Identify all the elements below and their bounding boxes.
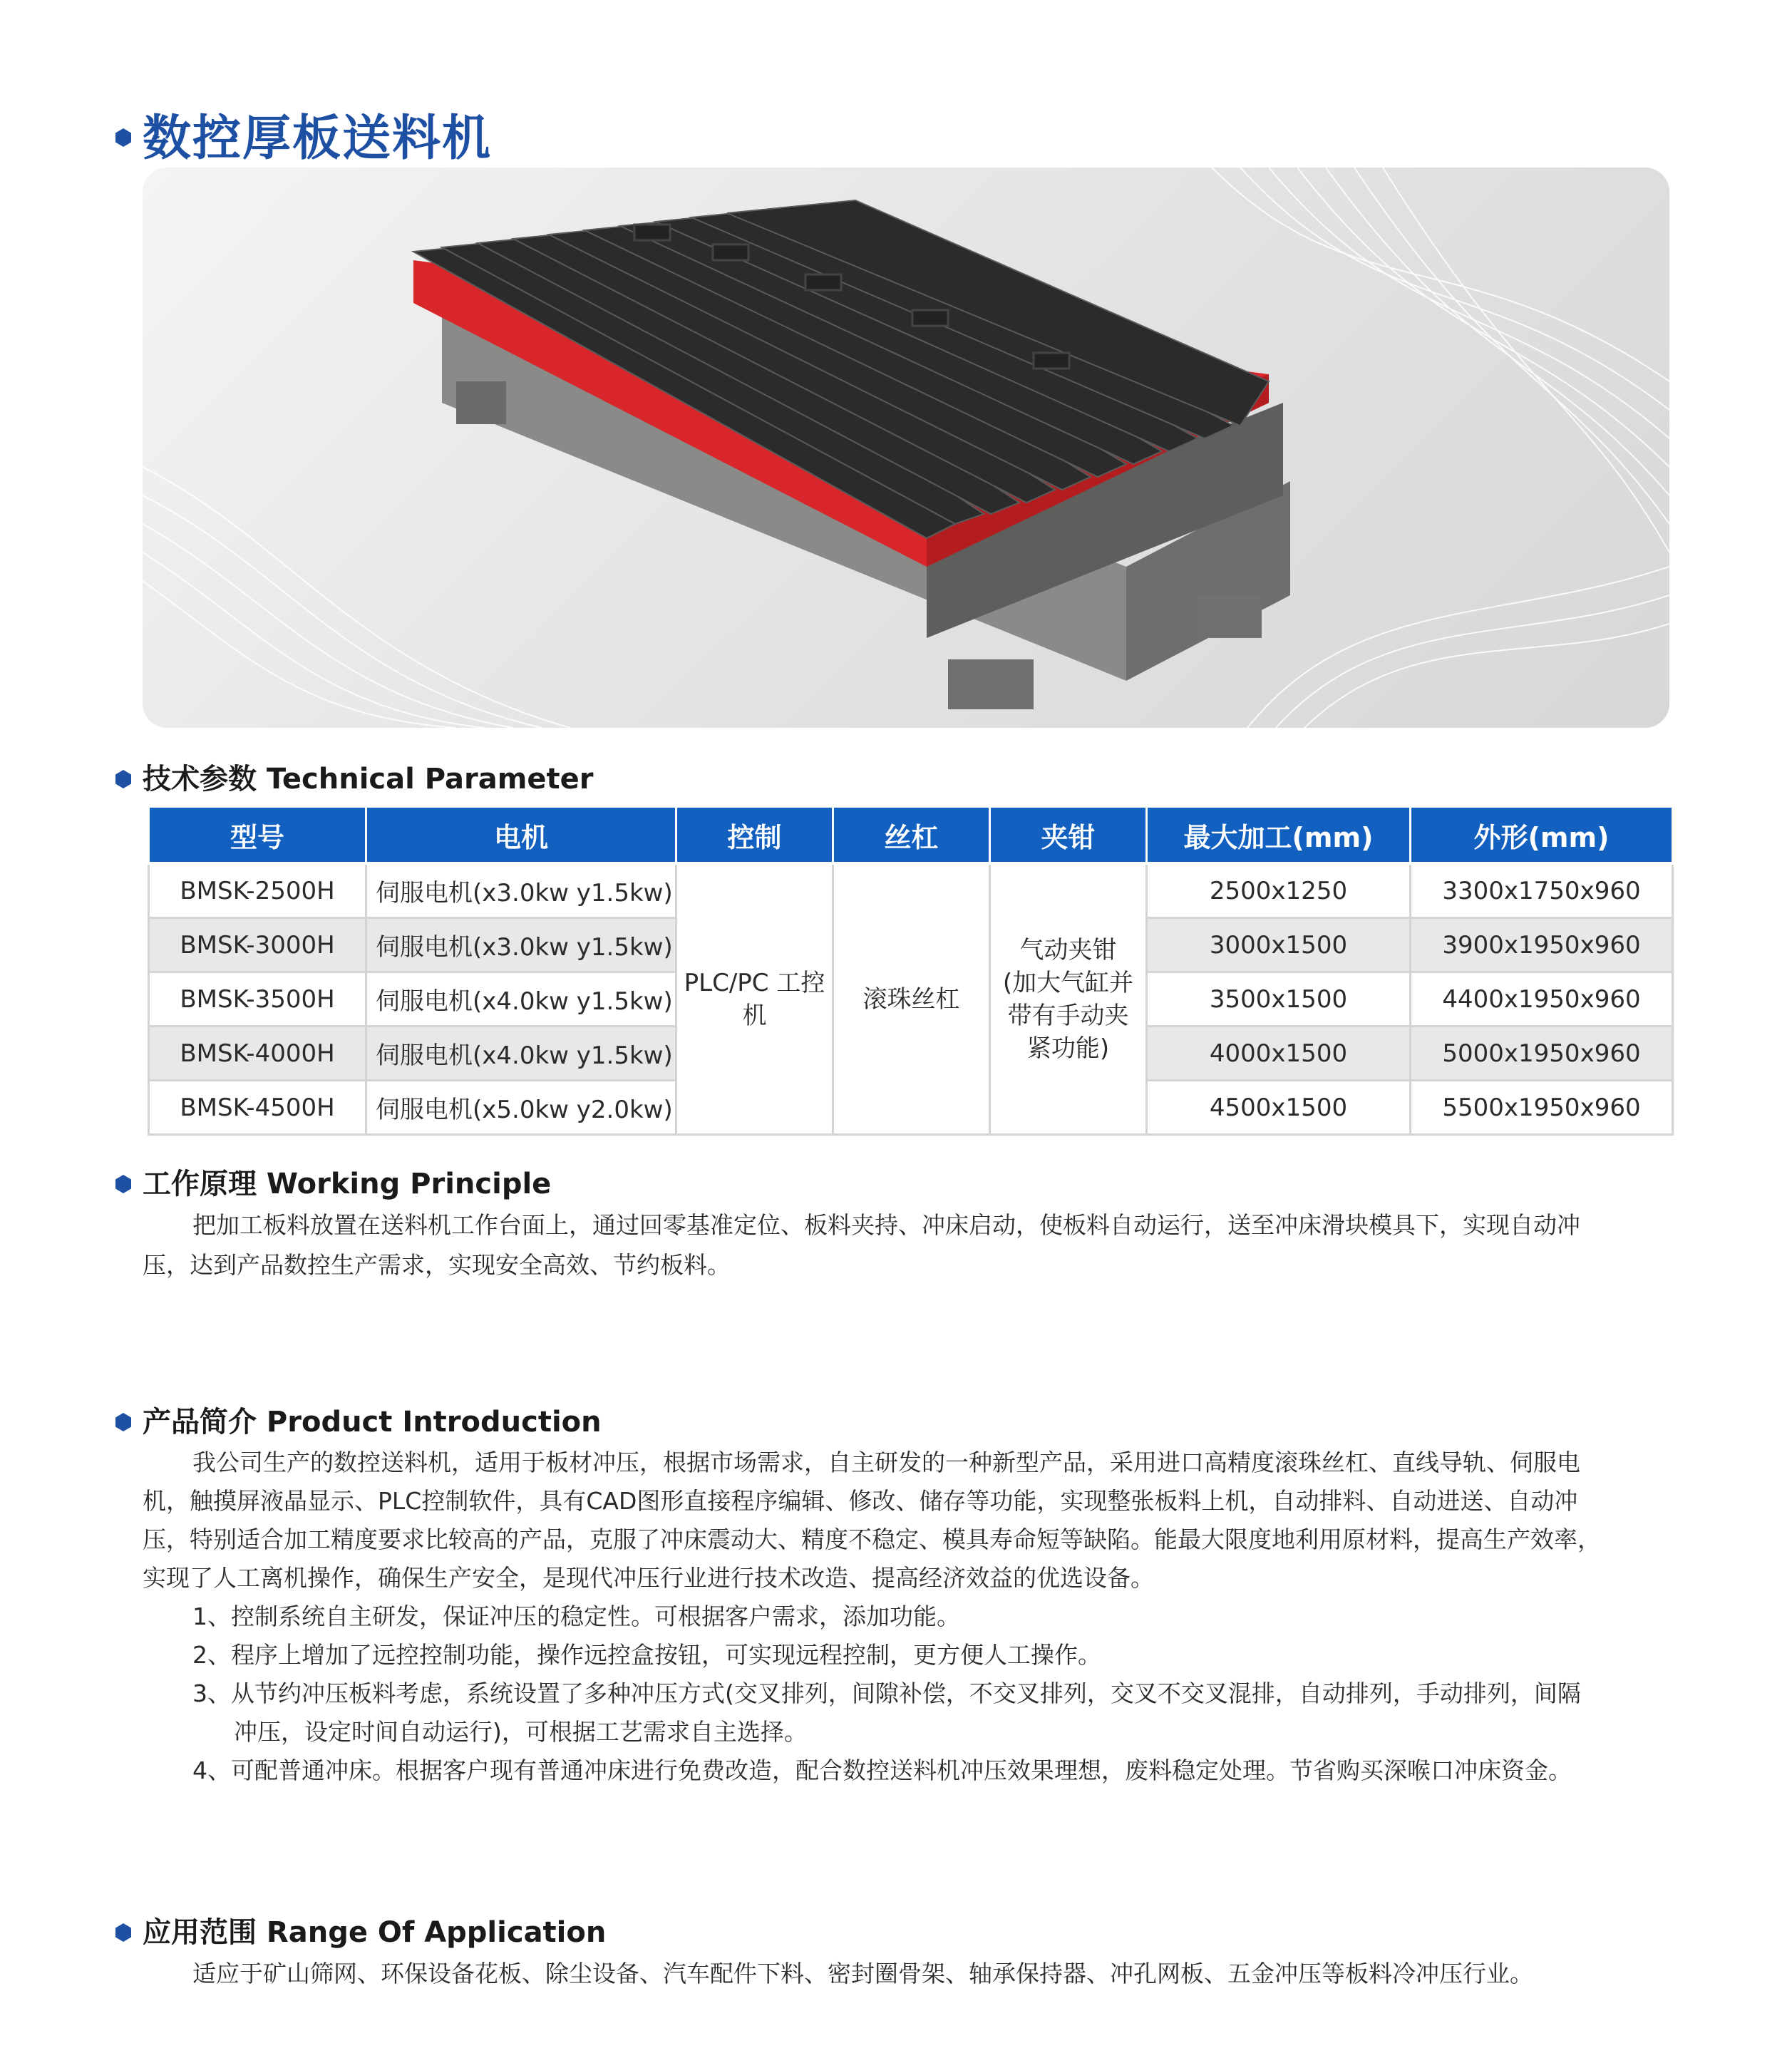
- working-line-1: 把加工板料放置在送料机工作台面上，通过回零基准定位、板料夹持、冲床启动，使板料自动运行，送至冲床滑块模具下，实现自动冲: [192, 1211, 1580, 1239]
- section-bullet-icon: [115, 1413, 131, 1431]
- motor-cell: 伺服电机(x3.0kw y1.5kw): [366, 863, 676, 918]
- outline-size-cell: 5000x1950x960: [1411, 1027, 1673, 1081]
- model-cell: BMSK-4500H: [149, 1081, 366, 1135]
- model-cell: BMSK-3000H: [149, 918, 366, 972]
- table-header: 最大加工(mm): [1147, 807, 1411, 864]
- control-cell: PLC/PC 工控机: [676, 863, 833, 1135]
- section-title-application: 应用范围 Range Of Application: [143, 1916, 607, 1949]
- intro-line-1: 我公司生产的数控送料机，适用于板材冲压，根据市场需求，自主研发的一种新型产品，采用进口高精度滚珠丝杠、直线导轨、伺服电: [192, 1449, 1580, 1476]
- table-header: 型号: [149, 807, 366, 864]
- model-cell: BMSK-3500H: [149, 972, 366, 1027]
- intro-item-2: 2、程序上增加了远控控制功能，操作远控盒按钮，可实现远程控制，更方便人工操作。: [192, 1641, 1101, 1669]
- intro-line-2: 机，触摸屏液晶显示、PLC控制软件，具有CAD图形直接程序编辑、修改、储存等功能，实现整张板料上机，自动排料、自动进送、自动冲: [143, 1487, 1578, 1515]
- motor-cell: 伺服电机(x4.0kw y1.5kw): [366, 1027, 676, 1081]
- section-title-tech: 技术参数 Technical Parameter: [143, 763, 594, 796]
- table-header: 控制: [676, 807, 833, 864]
- outline-size-cell: 3900x1950x960: [1411, 918, 1673, 972]
- table-header: 丝杠: [833, 807, 990, 864]
- section-title-intro: 产品简介 Product Introduction: [143, 1406, 602, 1439]
- table-header: 外形(mm): [1411, 807, 1673, 864]
- intro-line-4: 实现了人工离机操作，确保生产安全，是现代冲压行业进行技术改造、提高经济效益的优选设备。: [143, 1564, 1154, 1592]
- outline-size-cell: 3300x1750x960: [1411, 863, 1673, 918]
- section-bullet-icon: [115, 770, 131, 788]
- table-header: 电机: [366, 807, 676, 864]
- section-bullet-icon: [115, 1175, 131, 1193]
- motor-cell: 伺服电机(x4.0kw y1.5kw): [366, 972, 676, 1027]
- intro-line-3: 压，特别适合加工精度要求比较高的产品，克服了冲床震动大、精度不稳定、模具寿命短等缺陷。能最大限度地利用原材料，提高生产效率，: [143, 1526, 1601, 1553]
- intro-item-4: 4、可配普通冲床。根据客户现有普通冲床进行免费改造，配合数控送料机冲压效果理想，废料稳定处理。节省购买深喉口冲床资金。: [192, 1756, 1572, 1784]
- intro-item-3-cont: 冲压，设定时间自动运行)，可根据工艺需求自主选择。: [234, 1718, 808, 1746]
- motor-cell: 伺服电机(x3.0kw y1.5kw): [366, 918, 676, 972]
- title-bullet-icon: [115, 128, 131, 147]
- outline-size-cell: 4400x1950x960: [1411, 972, 1673, 1027]
- table-header: 夹钳: [990, 807, 1147, 864]
- max-size-cell: 3500x1500: [1147, 972, 1411, 1027]
- max-size-cell: 4500x1500: [1147, 1081, 1411, 1135]
- section-bullet-icon: [115, 1923, 131, 1942]
- table-row: [149, 863, 1673, 918]
- application-text: 适应于矿山筛网、环保设备花板、除尘设备、汽车配件下料、密封圈骨架、轴承保持器、冲孔网板、五金冲压等板料冷冲压行业。: [192, 1960, 1533, 1987]
- table-header-row: [149, 807, 1673, 864]
- parameter-table: [148, 806, 1674, 1136]
- product-photo: [143, 168, 1669, 728]
- section-title-working: 工作原理 Working Principle: [143, 1168, 552, 1200]
- outline-size-cell: 5500x1950x960: [1411, 1081, 1673, 1135]
- clamp-cell: 气动夹钳 (加大气缸并带有手动夹紧功能): [990, 863, 1147, 1135]
- screw-cell: 滚珠丝杠: [833, 863, 990, 1135]
- max-size-cell: 3000x1500: [1147, 918, 1411, 972]
- model-cell: BMSK-4000H: [149, 1027, 366, 1081]
- working-line-2: 压，达到产品数控生产需求，实现安全高效、节约板料。: [143, 1251, 731, 1279]
- max-size-cell: 4000x1500: [1147, 1027, 1411, 1081]
- page-title: 数控厚板送料机: [143, 110, 493, 167]
- machine-illustration: [143, 168, 1669, 728]
- model-cell: BMSK-2500H: [149, 863, 366, 918]
- motor-cell: 伺服电机(x5.0kw y2.0kw): [366, 1081, 676, 1135]
- intro-item-3: 3、从节约冲压板料考虑，系统设置了多种冲压方式(交叉排列，间隙补偿，不交叉排列，交叉不交叉混排，自动排列，手动排列，间隔: [192, 1679, 1581, 1707]
- intro-item-1: 1、控制系统自主研发，保证冲压的稳定性。可根据客户需求，添加功能。: [192, 1602, 960, 1630]
- max-size-cell: 2500x1250: [1147, 863, 1411, 918]
